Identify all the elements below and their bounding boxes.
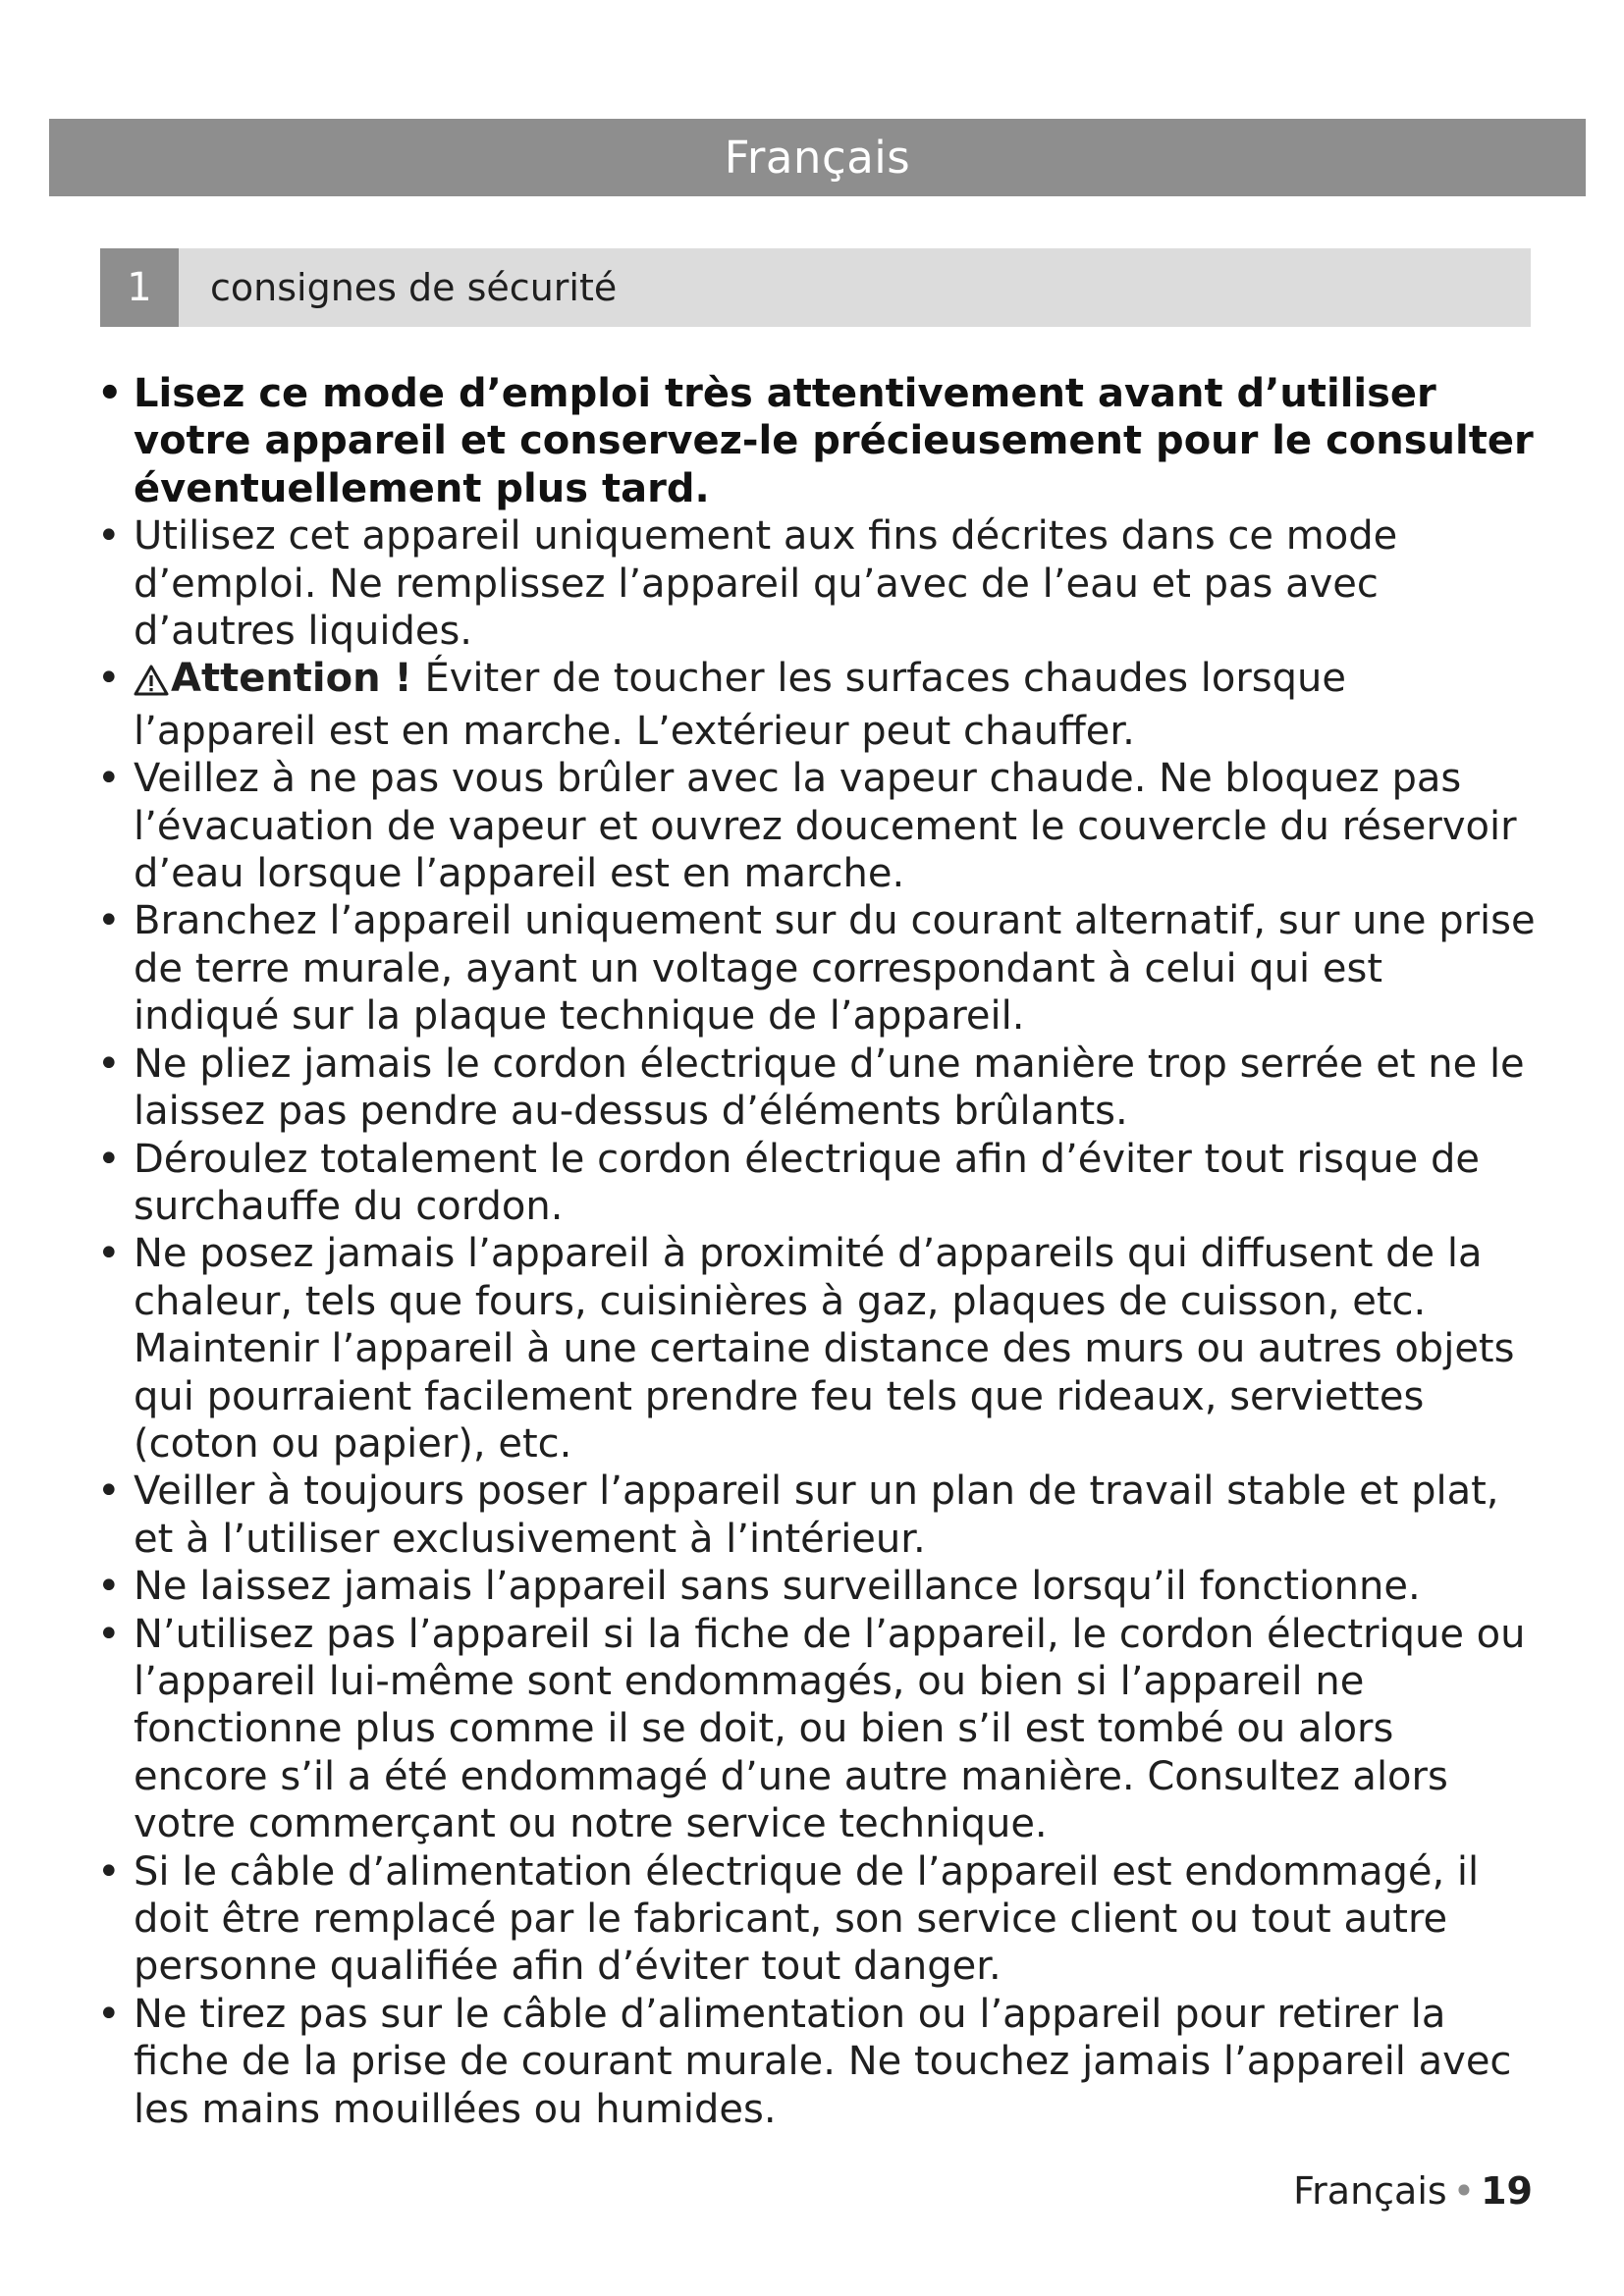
warning-triangle-icon — [134, 660, 169, 707]
section-number: 1 — [100, 248, 179, 327]
list-item: • Ne laissez jamais l’appareil sans surveillance lorsqu’il fonctionne. — [94, 1563, 1538, 1610]
list-item: • Ne posez jamais l’appareil à proximité d’appareils qui diffusent de la chaleur, tels que fours, cuisinières à gaz, plaques de cuisson, etc. Maintenir l’appareil à une certaine distance des murs ou autres objets qui pourraient facilement prendre feu tels que rideaux, serviettes (coton ou papier), etc. — [94, 1230, 1538, 1468]
list-item: • Branchez l’appareil uniquement sur du courant alternatif, sur une prise de terre murale, ayant un voltage correspondant à celui qui est indiqué sur la plaque technique de l’appareil. — [94, 897, 1538, 1040]
section-title: consignes de sécurité — [210, 266, 618, 309]
list-item: • Lisez ce mode d’emploi très attentivement avant d’utiliser votre appareil et conservez-le précieusement pour le consulter éventuellement plus tard. — [94, 370, 1538, 512]
attention-text: Éviter de toucher les surfaces chaudes lorsque l’appareil est en marche. L’extérieur peut chauffer. — [134, 656, 1346, 754]
footer-language: Français — [1293, 2169, 1447, 2213]
footer-separator: • — [1452, 2169, 1476, 2213]
list-item: • Veiller à toujours poser l’appareil sur un plan de travail stable et plat, et à l’utiliser exclusivement à l’intérieur. — [94, 1468, 1538, 1563]
list-item: • N’utilisez pas l’appareil si la fiche de l’appareil, le cordon électrique ou l’appareil lui-même sont endommagés, ou bien si l’appareil ne fonctionne plus comme il se doit, ou bien s’il est tombé ou alors encore s’il a été endommagé d’une autre manière. Consultez alors votre commerçant ou notre service technique. — [94, 1611, 1538, 1848]
list-item-attention — [94, 655, 1538, 755]
list-item: • Déroulez totalement le cordon électrique afin d’éviter tout risque de surchauffe du cordon. — [94, 1136, 1538, 1231]
list-item: • Ne pliez jamais le cordon électrique d’une manière trop serrée et ne le laissez pas pendre au-dessus d’éléments brûlants. — [94, 1041, 1538, 1136]
page-number: 19 — [1481, 2169, 1533, 2213]
page-footer — [1293, 2169, 1533, 2213]
list-item: • Ne tirez pas sur le câble d’alimentation ou l’appareil pour retirer la fiche de la prise de courant murale. Ne touchez jamais l’appareil avec les mains mouillées ou humides. — [94, 1991, 1538, 2133]
section-header — [100, 248, 1531, 327]
list-item: • Utilisez cet appareil uniquement aux fins décrites dans ce mode d’emploi. Ne remplissez l’appareil qu’avec de l’eau et pas avec d’autres liquides. — [94, 512, 1538, 655]
attention-label: Attention ! — [171, 656, 412, 702]
safety-instructions-list — [94, 370, 1538, 2133]
language-banner-label: Français — [724, 132, 911, 184]
language-banner — [49, 119, 1586, 196]
list-item: • Veillez à ne pas vous brûler avec la vapeur chaude. Ne bloquez pas l’évacuation de vapeur et ouvrez doucement le couvercle du réservoir d’eau lorsque l’appareil est en marche. — [94, 755, 1538, 897]
list-item: • Si le câble d’alimentation électrique de l’appareil est endommagé, il doit être remplacé par le fabricant, son service client ou tout autre personne qualifiée afin d’éviter tout danger. — [94, 1848, 1538, 1991]
